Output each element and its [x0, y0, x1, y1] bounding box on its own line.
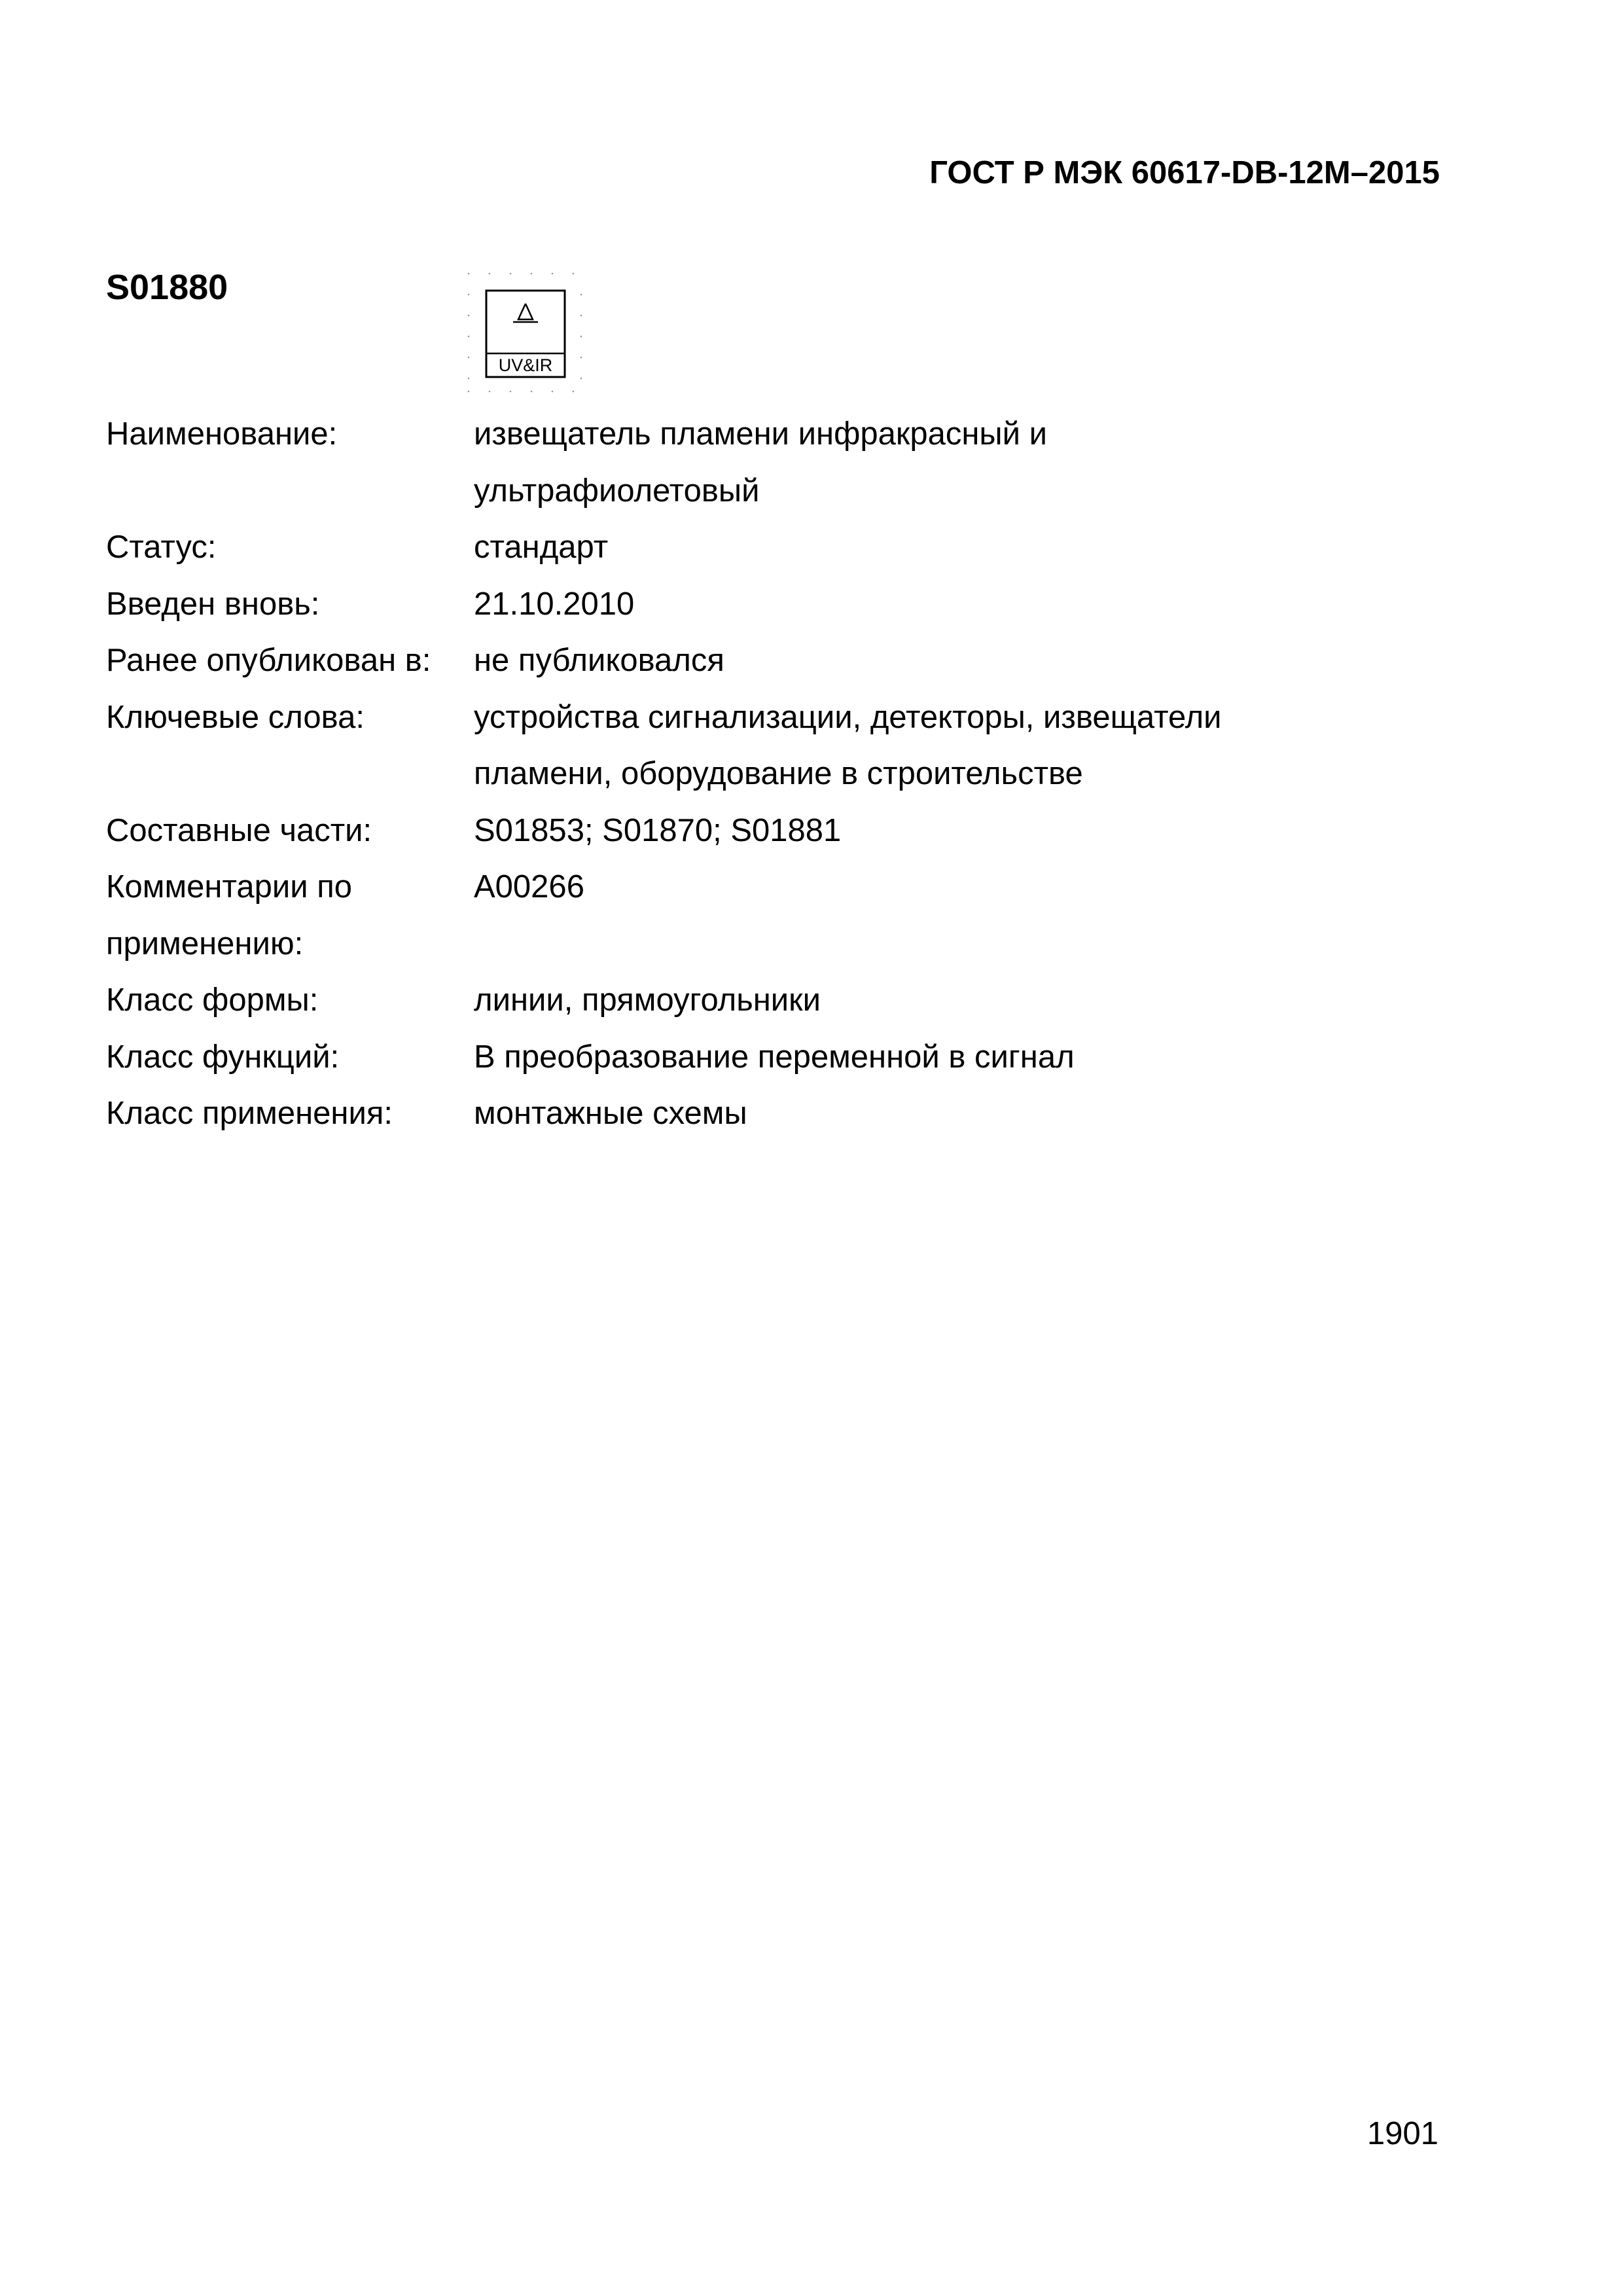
field-label: Статус:: [106, 529, 217, 565]
symbol-code: S01880: [106, 268, 228, 307]
field-label: Класс формы:: [106, 982, 319, 1018]
field-value-line: стандарт: [474, 529, 609, 565]
field-label: Ранее опубликован в:: [106, 643, 431, 678]
field-value: [474, 972, 1415, 1029]
field-row-components: [106, 802, 1415, 859]
field-list: [106, 406, 1415, 1142]
field-label-line: Комментарии по: [106, 869, 353, 905]
field-row-keywords: [106, 689, 1415, 802]
field-value: [474, 1085, 1415, 1142]
field-value-line: ультрафиолетовый: [474, 473, 760, 509]
field-value: [474, 406, 1415, 519]
field-label: Введен вновь:: [106, 586, 320, 622]
field-value-line: B преобразование переменной в сигнал: [474, 1039, 1075, 1075]
field-row-status: [106, 519, 1415, 576]
field-label-line: применению:: [106, 925, 304, 961]
field-value: [474, 632, 1415, 689]
symbol-label: UV&IR: [498, 355, 553, 375]
field-label: Составные части:: [106, 812, 372, 848]
field-row-function-class: [106, 1029, 1415, 1086]
field-value-line: линии, прямоугольники: [474, 982, 821, 1018]
field-row-name: [106, 406, 1415, 519]
field-value-line: не публиковался: [474, 643, 724, 678]
field-row-shape-class: [106, 972, 1415, 1029]
field-value-line: устройства сигнализации, детекторы, извещатели: [474, 699, 1222, 735]
field-value: [474, 859, 1415, 972]
field-value-line: извещатель пламени инфракрасный и: [474, 416, 1047, 452]
symbol-graphic: [463, 270, 588, 395]
field-value: [474, 576, 1415, 633]
field-value-line: S01853; S01870; S01881: [474, 812, 842, 848]
field-label: [106, 859, 474, 972]
field-value: [474, 519, 1415, 576]
field-value: [474, 802, 1415, 859]
field-value: [474, 1029, 1415, 1086]
field-row-previously-published: [106, 632, 1415, 689]
field-label: Класс функций:: [106, 1039, 340, 1075]
document-header: ГОСТ Р МЭК 60617-DB-12M–2015: [929, 155, 1440, 190]
field-label: Класс применения:: [106, 1096, 393, 1131]
field-row-introduced: [106, 576, 1415, 633]
field-value-line: пламени, оборудование в строительстве: [474, 756, 1083, 791]
field-label: Наименование:: [106, 416, 338, 452]
field-value-line: A00266: [474, 869, 584, 905]
field-value: [474, 689, 1415, 802]
field-value-line: 21.10.2010: [474, 586, 635, 622]
field-row-application-class: [106, 1085, 1415, 1142]
page-number: 1901: [1366, 2116, 1438, 2151]
field-value-line: монтажные схемы: [474, 1096, 747, 1131]
field-label: Ключевые слова:: [106, 699, 365, 735]
field-row-application-notes: [106, 859, 1415, 972]
